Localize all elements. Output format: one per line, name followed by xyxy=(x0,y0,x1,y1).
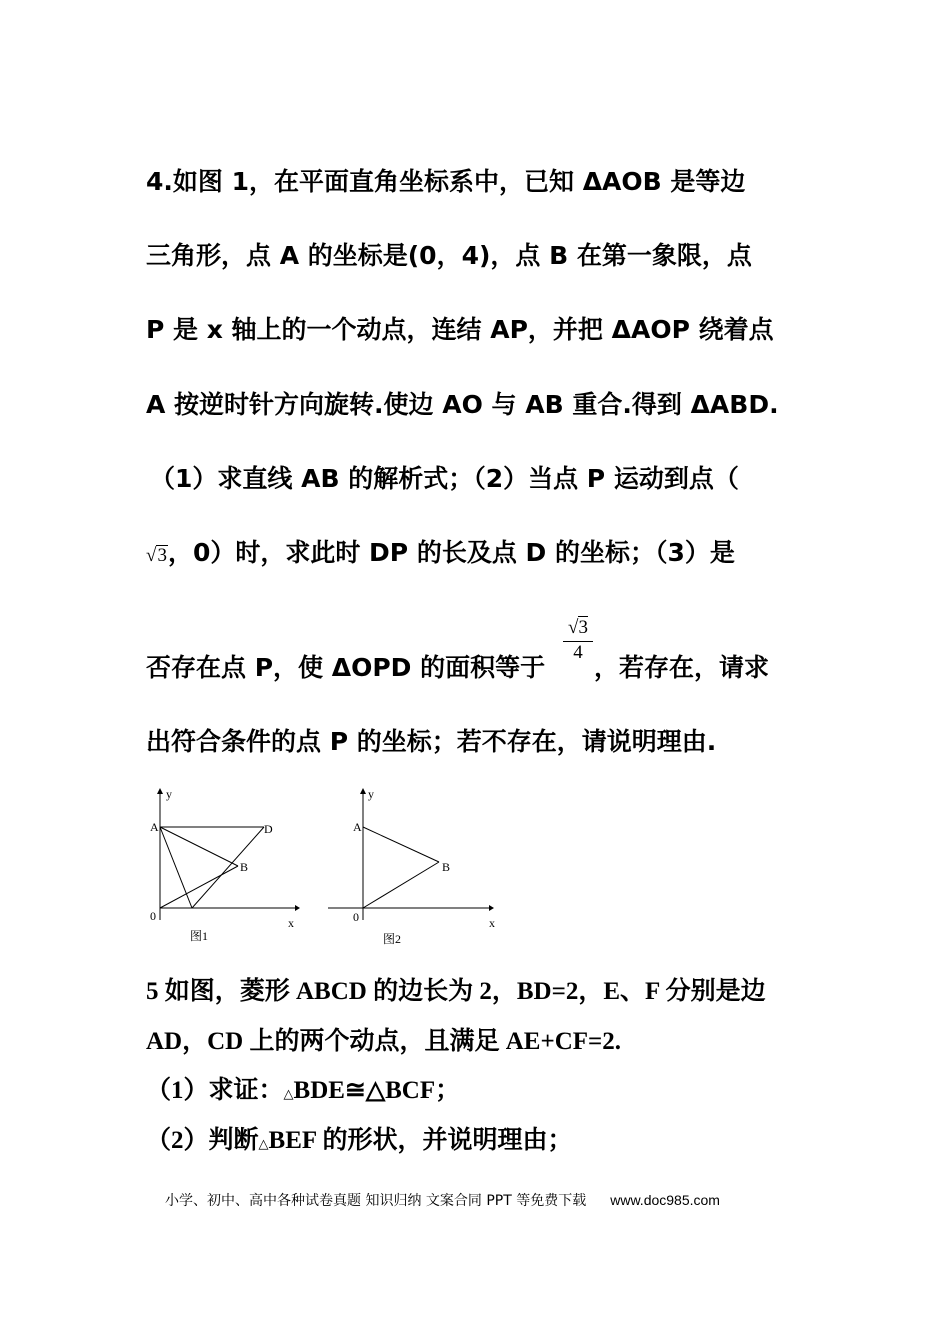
fig1-point-a: A xyxy=(150,820,159,834)
fig2-x-label: x xyxy=(489,916,495,930)
p5-line-1: 5 如图，菱形 ABCD 的边长为 2，BD=2，E、F 分别是边 xyxy=(146,978,766,1005)
fig1-caption: 图1 xyxy=(190,929,209,943)
p5-line-3: （1）求证：△BDE≅△BCF； xyxy=(146,1077,461,1104)
fig2-caption: 图2 xyxy=(383,932,402,946)
p4-line-6: √3，0）时，求此时 DP 的长及点 D 的坐标；（3）是 xyxy=(146,537,735,572)
p4-line-7b: ，若存在，请求 xyxy=(594,653,770,682)
figure-1 xyxy=(140,780,310,950)
fig1-y-label: y xyxy=(166,787,172,801)
fig1-point-b: B xyxy=(240,860,249,874)
footer-url[interactable]: www.doc985.com xyxy=(610,1192,720,1208)
figure-2 xyxy=(325,780,505,950)
fig2-origin: 0 xyxy=(353,910,359,924)
p4-line-2: 三角形，点 A 的坐标是(0，4)，点 B 在第一象限，点 xyxy=(146,241,752,270)
fraction-sqrt3-over-4: $\frac{√3}{4}$ xyxy=(563,617,593,664)
fig2-point-b: B xyxy=(442,860,451,874)
sqrt-3: √3 xyxy=(146,545,167,566)
p5-line-4: （2）判断△BEF 的形状，并说明理由； xyxy=(146,1127,573,1154)
p5-line-2: AD，CD 上的两个动点，且满足 AE+CF=2. xyxy=(146,1028,622,1055)
fig1-point-d: D xyxy=(264,822,273,836)
p4-line-3: P 是 x 轴上的一个动点，连结 AP，并把 ΔAOP 绕着点 xyxy=(146,315,774,344)
footer-text: 小学、初中、高中各种试卷真题 知识归纳 文案合同 PPT 等免费下载 xyxy=(165,1193,587,1209)
p4-line-5: （1）求直线 AB 的解析式；（2）当点 P 运动到点（ xyxy=(150,464,739,493)
fig1-origin: 0 xyxy=(150,909,156,923)
p4-line-7a: 否存在点 P，使 ΔOPD 的面积等于 xyxy=(146,653,546,682)
p4-line-4: A 按逆时针方向旋转.使边 AO 与 AB 重合.得到 ΔABD. xyxy=(146,390,779,419)
fig2-y-label: y xyxy=(368,787,374,801)
p4-line-8: 出符合条件的点 P 的坐标；若不存在，请说明理由. xyxy=(146,727,717,756)
fig2-point-a: A xyxy=(353,820,362,834)
fig1-x-label: x xyxy=(288,916,294,930)
p4-line-1: 4.如图 1，在平面直角坐标系中，已知 ΔAOB 是等边 xyxy=(146,167,746,196)
page-footer xyxy=(165,1190,720,1210)
